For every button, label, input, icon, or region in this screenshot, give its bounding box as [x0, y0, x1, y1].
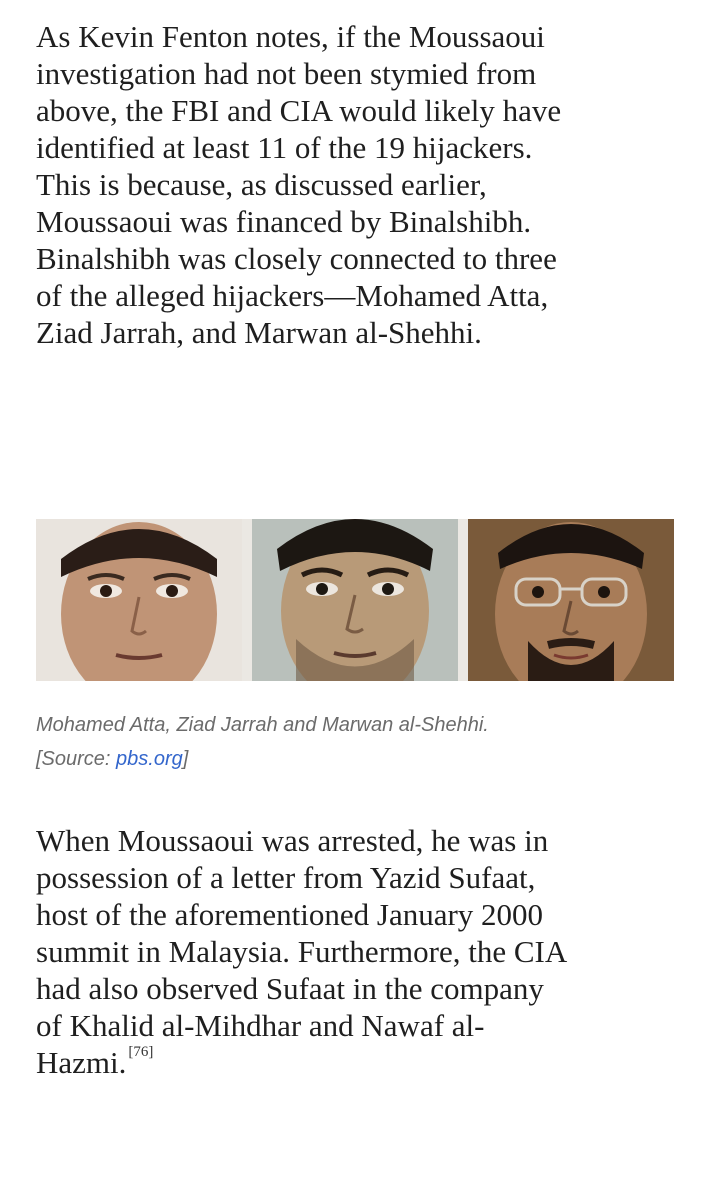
text-line: Binalshibh was closely connected to three [36, 241, 557, 276]
text-line-content: Hazmi. [36, 1045, 127, 1080]
footnote-reference[interactable]: [76] [128, 1044, 154, 1060]
figure-caption [36, 708, 686, 776]
caption-source-line [36, 742, 686, 776]
paragraph-fenton-notes [36, 18, 686, 351]
portrait-ziad-jarrah [252, 519, 458, 681]
text-line: host of the aforementioned January 2000 [36, 897, 544, 932]
portrait-mohamed-atta [36, 519, 242, 681]
text-line: When Moussaoui was arrested, he was in [36, 823, 549, 858]
face-image [252, 519, 458, 681]
text-line: of the alleged hijackers—Mohamed Atta, [36, 278, 549, 313]
text-line: identified at least 11 of the 19 hijackers. [36, 130, 533, 165]
text-line: As Kevin Fenton notes, if the Moussaoui [36, 19, 545, 54]
text-line: above, the FBI and CIA would likely have [36, 93, 562, 128]
text-line: summit in Malaysia. Furthermore, the CIA [36, 934, 568, 969]
text-line: investigation had not been stymied from [36, 56, 537, 91]
text-line: Moussaoui was financed by Binalshibh. [36, 204, 532, 239]
portrait-marwan-al-shehhi [468, 519, 674, 681]
source-link[interactable]: pbs.org [116, 748, 183, 770]
caption-suffix: ] [182, 748, 189, 770]
caption-text: Mohamed Atta, Ziad Jarrah and Marwan al-Shehhi. [36, 714, 489, 736]
face-image [36, 519, 242, 681]
face-image [468, 519, 674, 681]
text-line: possession of a letter from Yazid Sufaat, [36, 860, 536, 895]
text-line: of Khalid al-Mihdhar and Nawaf al- [36, 1008, 485, 1043]
text-line: had also observed Sufaat in the company [36, 971, 544, 1006]
text-line: Ziad Jarrah, and Marwan al-Shehhi. [36, 315, 482, 350]
text-line-last [36, 1044, 686, 1081]
caption-prefix: [Source: [36, 748, 117, 770]
hijacker-photo-strip [36, 519, 674, 681]
text-line: This is because, as discussed earlier, [36, 167, 487, 202]
paragraph-moussaoui-arrest [36, 822, 686, 1081]
